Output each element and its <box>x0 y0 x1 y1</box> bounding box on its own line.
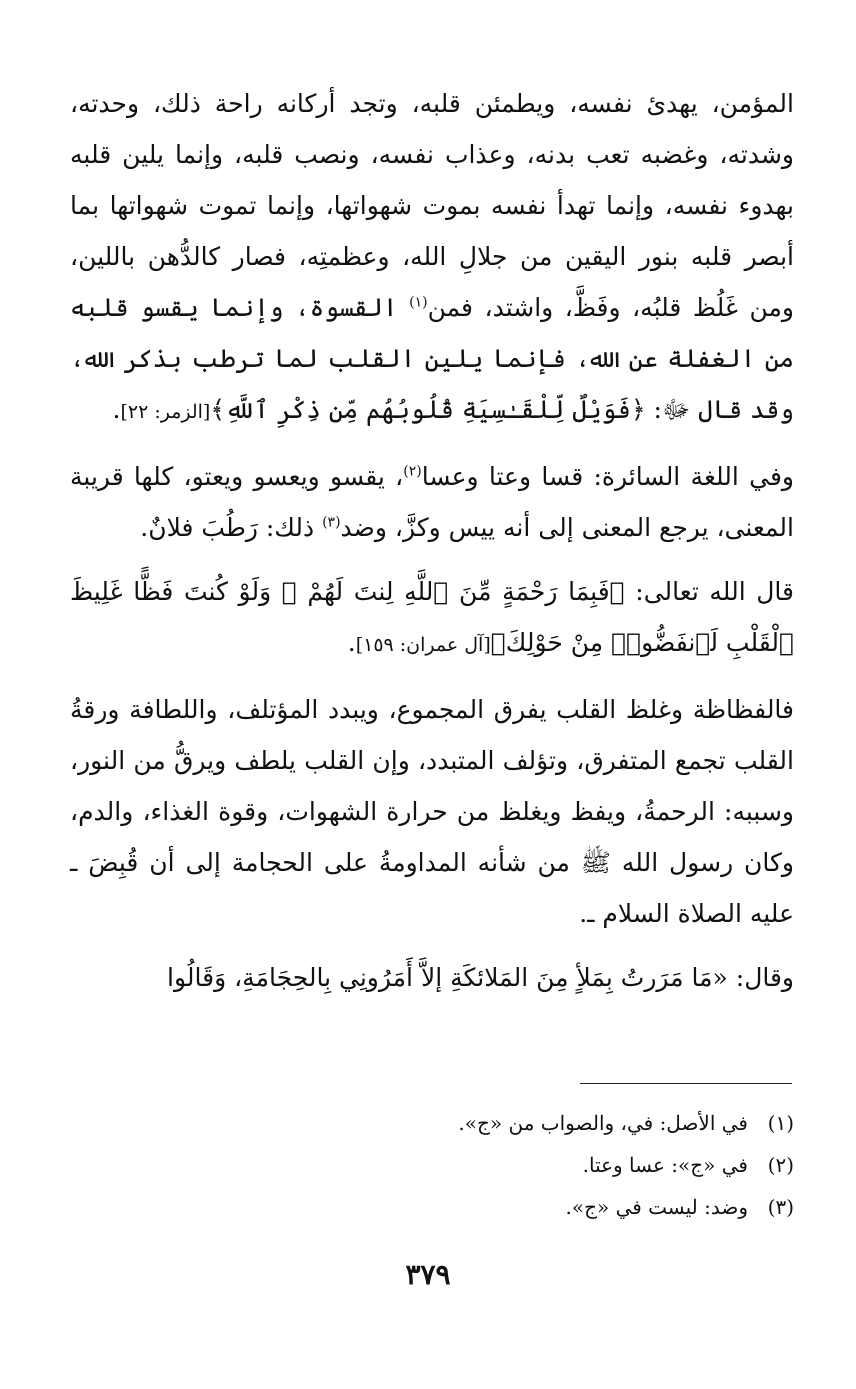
footnote-ref-3: (٣) <box>322 514 341 531</box>
footnote-number: (٣) <box>767 1195 794 1219</box>
footnote-ref-2: (٢) <box>403 463 422 480</box>
citation-zumar: [الزمر: ٢٢] <box>120 401 211 423</box>
footnote-3 <box>70 1186 794 1228</box>
footnote-text: في «ج»: عسا وعتا. <box>582 1153 748 1177</box>
footnote-number: (١) <box>767 1111 794 1135</box>
paragraph-3-intro: قال الله تعالى: <box>624 577 794 606</box>
page-number: ٣٧٩ <box>405 1258 451 1291</box>
citation-al-imran: [آل عمران: ١٥٩] <box>355 634 491 656</box>
footnote-separator <box>580 1083 792 1084</box>
footnote-number: (٢) <box>767 1153 794 1177</box>
paragraph-1-end: . <box>112 395 121 424</box>
paragraph-3 <box>70 566 794 671</box>
footnote-2 <box>70 1144 794 1186</box>
paragraph-1-text-a: المؤمن، يهدئ نفسه، ويطمئن قلبه، وتجد أركانه راحة ذلك، وحدته، وشدته، وغضبه تعب بدنه، وعذاب نفسه، ونصب قلبه، وإنما يلين قلبه بهدوء نفسه، وإنما تهدأ نفسه بموت شهواتها، وإنما تموت شهواتها بما أبصر قلبه بنور اليقين من جلالِ الله، وعظمتِه، فصار كالدُّهن باللين، ومن غَلُظ قلبُه، وفَظَّ، واشتد، فمن <box>70 89 794 322</box>
paragraph-2-text-a: وفي اللغة السائرة: قسا وعتا وعسا <box>421 462 794 491</box>
footnote-text: وضد: ليست في «ج». <box>565 1195 748 1219</box>
paragraph-2 <box>70 451 794 553</box>
main-text <box>70 78 794 1003</box>
paragraph-3-end: . <box>347 628 356 657</box>
paragraph-1 <box>70 78 794 438</box>
paragraph-5: وقال: «مَا مَرَرتُ بِمَلأٍ مِنَ المَلائكَةِ إلاَّ أَمَرُونِي بِالحِجَامَةِ، وَقَالُوا <box>167 963 794 992</box>
quran-quote-zumar: ﴿فَوَيْلٌ لِّلْقَـٰسِيَةِ قُلُوبُهُم مِّن ذِكْرِ ٱللَّهِ﴾ <box>210 395 646 424</box>
footnotes <box>70 1102 794 1228</box>
paragraph-4: فالفظاظة وغلظ القلب يفرق المجموع، ويبدد المؤتلف، واللطافة ورقةُ القلب تجمع المتفرق، وتؤلف المتبدد، وإن القلب يلطف ويرقُّ من النور، وسببه: الرحمةُ، ويفظ ويغلظ من حرارة الشهوات، وقوة الغذاء، والدم، وكان رسول الله ﷺ من شأنه المداومةُ على الحجامة إلى أن قُبِضَ ـ عليه الصلاة السلام ـ. <box>70 695 794 928</box>
footnote-ref-1: (١) <box>409 294 428 311</box>
paragraph-2-text-c: ذلك: رَطُبَ فلانٌ. <box>140 513 323 542</box>
paragraph-1-text-b: القسوة، وإنما يقسو قلبه من الغفلة عن الله، فإنما يلين القلب لما ترطب بذكر الله، وقد قال ﷻ: <box>70 293 794 424</box>
footnote-1 <box>70 1102 794 1144</box>
footnote-text: في الأصل: في، والصواب من «ج». <box>458 1111 748 1135</box>
quran-quote-al-imran: ﴿فَبِمَا رَحْمَةٍ مِّنَ ٱللَّهِ لِنتَ لَهُمْ ۖ وَلَوْ كُنتَ فَظًّا غَلِيظَ ٱلْقَلْبِ لَٱنفَضُّوا۟ مِنْ حَوْلِكَ﴾ <box>70 577 794 657</box>
paragraph-2-text-b: ، يقسو ويعسو ويعتو، كلها قريبة المعنى، يرجع المعنى إلى أنه ييس وكزَّ، وضد <box>70 462 794 542</box>
